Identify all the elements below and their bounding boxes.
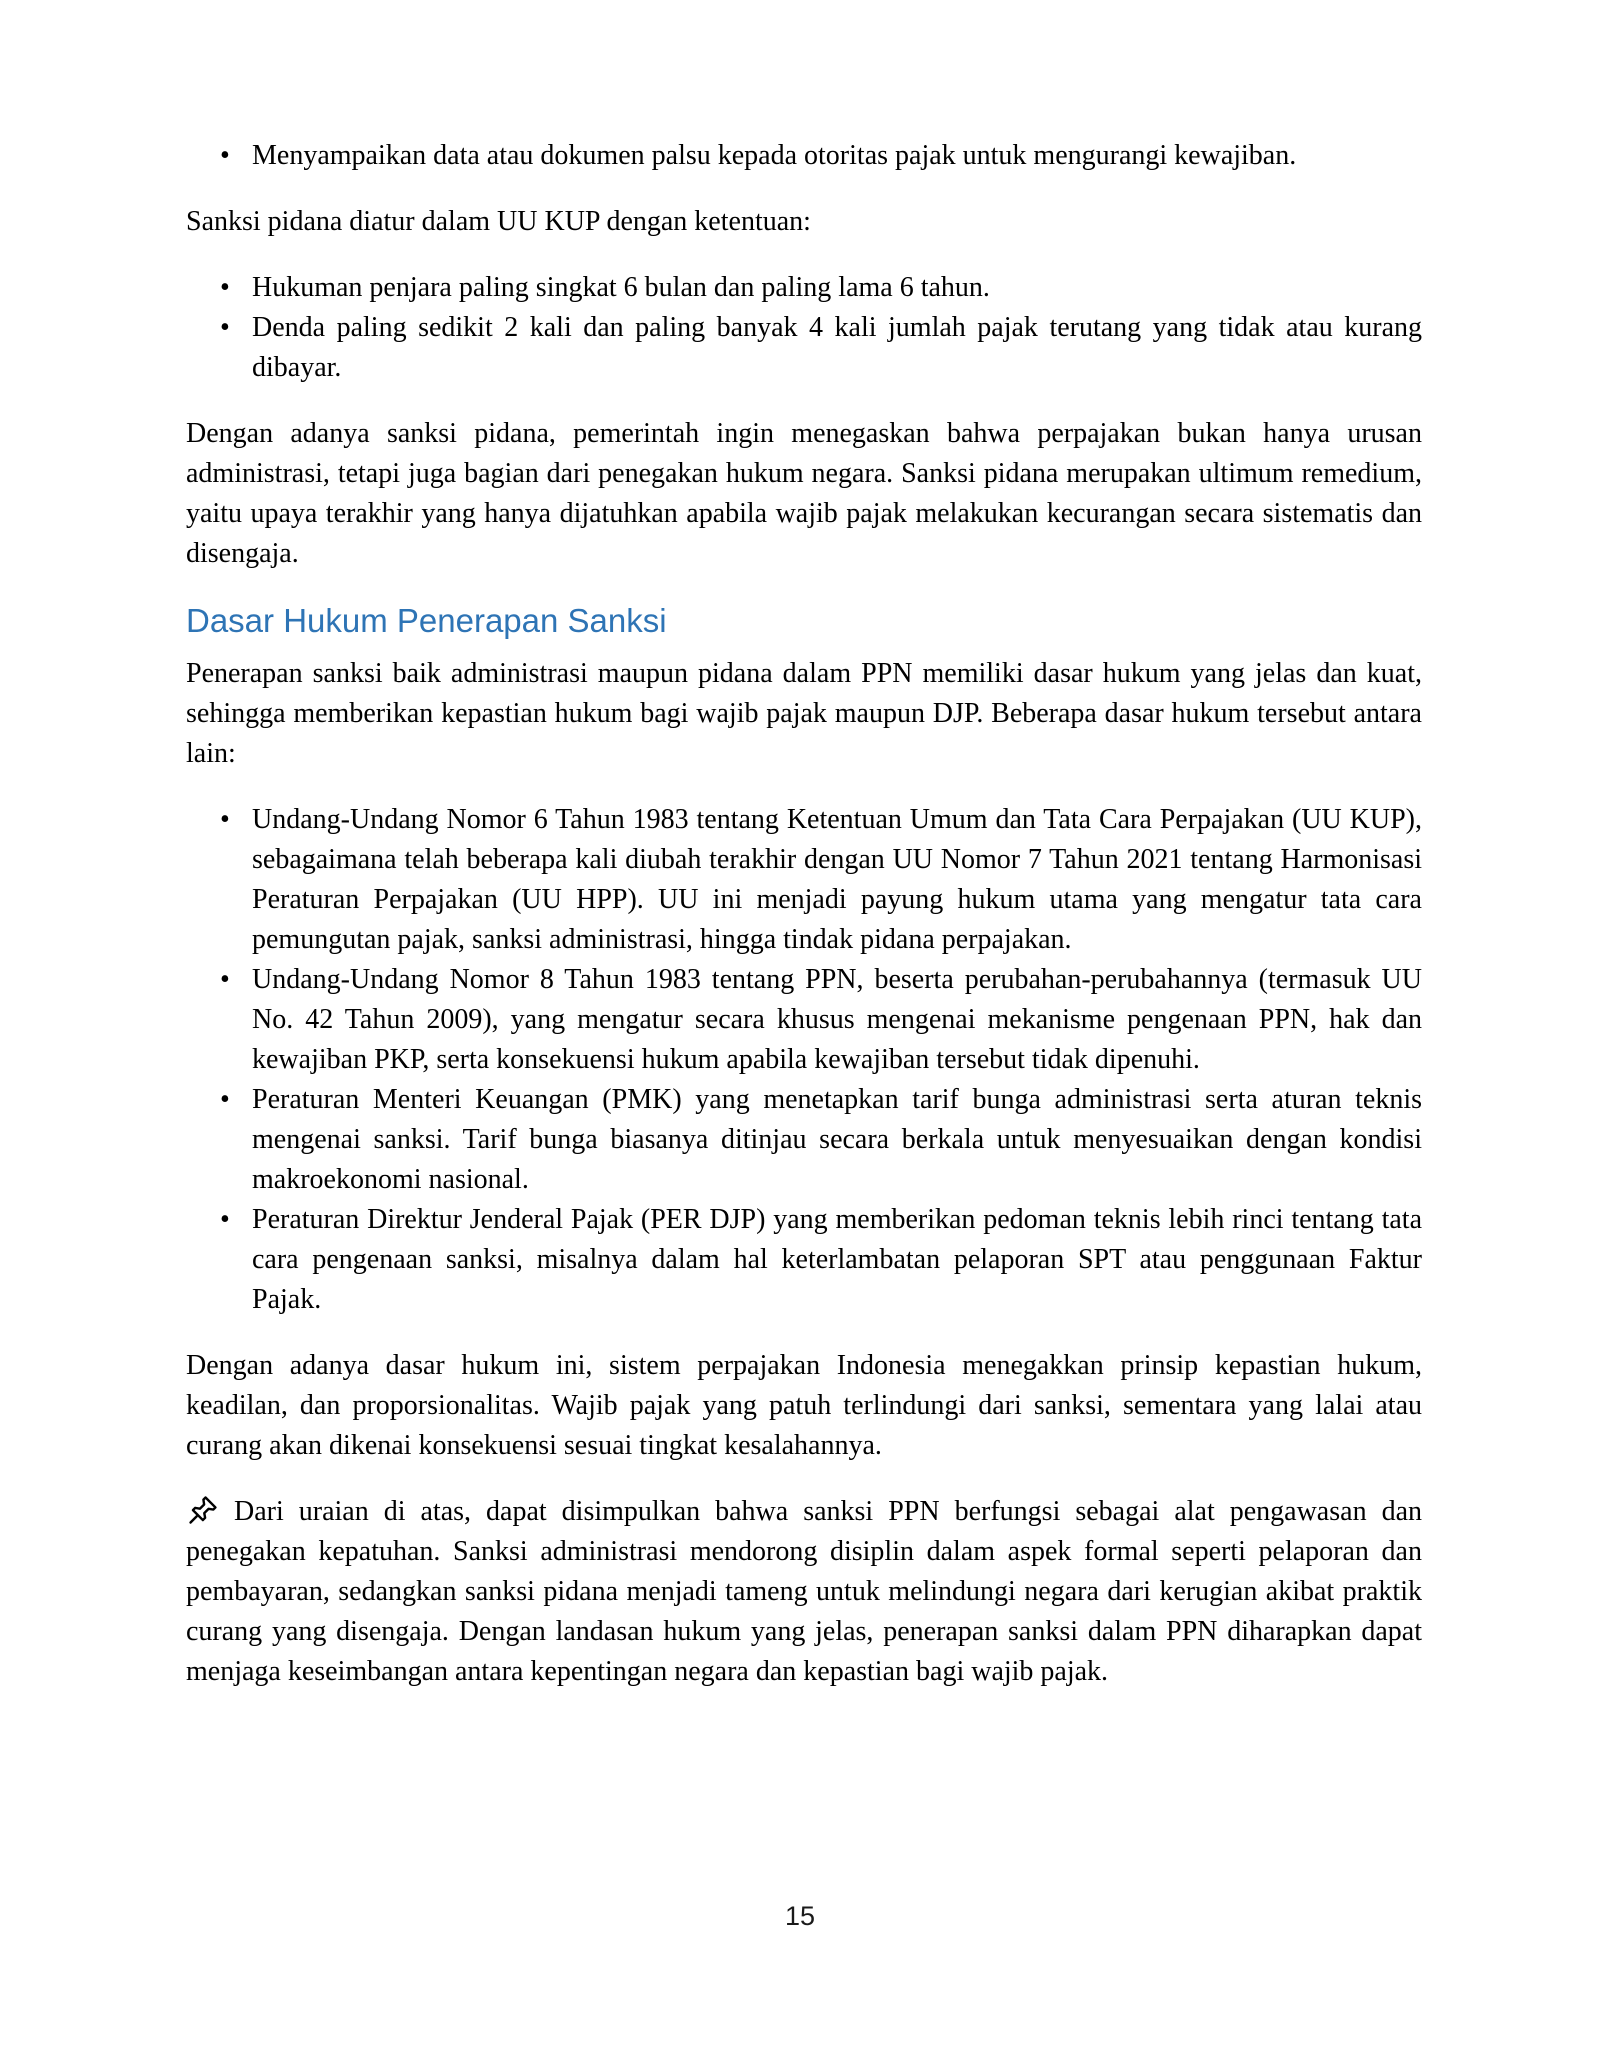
list-item-text: Hukuman penjara paling singkat 6 bulan dan paling lama 6 tahun. (252, 272, 990, 303)
list-item (186, 308, 1422, 388)
pushpin-icon (186, 1493, 220, 1527)
list-item-text: Menyampaikan data atau dokumen palsu kepada otoritas pajak untuk mengurangi kewajiban. (252, 140, 1297, 171)
list-item-text: Denda paling sedikit 2 kali dan paling banyak 4 kali jumlah pajak terutang yang tidak atau kurang dibayar. (252, 312, 1422, 383)
paragraph-kesimpulan (186, 1492, 1422, 1692)
paragraph-text: Dari uraian di atas, dapat disimpulkan bahwa sanksi PPN berfungsi sebagai alat pengawasan dan penegakan kepatuhan. Sanksi administrasi mendorong disiplin dalam aspek formal seperti pelaporan dan pembayaran, sedangkan sanksi pidana menjadi tameng untuk melindungi negara dari kerugian akibat praktik curang yang disengaja. Dengan landasan hukum yang jelas, penerapan sanksi dalam PPN diharapkan dapat menjaga keseimbangan antara kepentingan negara dan kepastian bagi wajib pajak. (186, 1496, 1422, 1687)
fraud-bullet-list (186, 136, 1422, 176)
list-item-text: Peraturan Direktur Jenderal Pajak (PER DJP) yang memberikan pedoman teknis lebih rinci tentang tata cara pengenaan sanksi, misalnya dalam hal keterlambatan pelaporan SPT atau penggunaan Faktur Pajak. (252, 1204, 1422, 1315)
list-item (186, 1080, 1422, 1200)
list-item (186, 136, 1422, 176)
list-item (186, 800, 1422, 960)
paragraph-dasar-hukum-intro: Penerapan sanksi baik administrasi maupun pidana dalam PPN memiliki dasar hukum yang jelas dan kuat, sehingga memberikan kepastian hukum bagi wajib pajak maupun DJP. Beberapa dasar hukum tersebut antara lain: (186, 658, 1422, 769)
paragraph-penutup: Dengan adanya dasar hukum ini, sistem perpajakan Indonesia menegakkan prinsip kepastian hukum, keadilan, dan proporsionalitas. Wajib pajak yang patuh terlindungi dari sanksi, sementara yang lalai atau curang akan dikenai konsekuensi sesuai tingkat kesalahannya. (186, 1350, 1422, 1461)
list-item-text: Undang-Undang Nomor 6 Tahun 1983 tentang Ketentuan Umum dan Tata Cara Perpajakan (UU KUP), sebagaimana telah beberapa kali diubah terakhir dengan UU Nomor 7 Tahun 2021 tentang Harmonisasi Peraturan Perpajakan (UU HPP). UU ini menjadi payung hukum utama yang mengatur tata cara pemungutan pajak, sanksi administrasi, hingga tindak pidana perpajakan. (252, 804, 1422, 955)
list-item (186, 1200, 1422, 1320)
list-item-text: Peraturan Menteri Keuangan (PMK) yang menetapkan tarif bunga administrasi serta aturan teknis mengenai sanksi. Tarif bunga biasanya ditinjau secara berkala untuk menyesuaikan dengan kondisi makroekonomi nasional. (252, 1084, 1422, 1195)
ketentuan-bullet-list (186, 268, 1422, 388)
law-bullet-list (186, 800, 1422, 1320)
list-item (186, 960, 1422, 1080)
page-number: 15 (784, 1901, 816, 1931)
list-item (186, 268, 1422, 308)
list-item-text: Undang-Undang Nomor 8 Tahun 1983 tentang PPN, beserta perubahan-perubahannya (termasuk UU No. 42 Tahun 2009), yang mengatur secara khusus mengenai mekanisme pengenaan PPN, hak dan kewajiban PKP, serta konsekuensi hukum apabila kewajiban tersebut tidak dipenuhi. (252, 964, 1422, 1075)
section-heading-dasar-hukum: Dasar Hukum Penerapan Sanksi (186, 602, 667, 639)
paragraph-ketentuan-intro: Sanksi pidana diatur dalam UU KUP dengan ketentuan: (186, 206, 811, 237)
paragraph-ultimum-remedium: Dengan adanya sanksi pidana, pemerintah ingin menegaskan bahwa perpajakan bukan hanya urusan administrasi, tetapi juga bagian dari penegakan hukum negara. Sanksi pidana merupakan ultimum remedium, yaitu upaya terakhir yang hanya dijatuhkan apabila wajib pajak melakukan kecurangan secara sistematis dan disengaja. (186, 418, 1422, 569)
page-content (186, 136, 1422, 1718)
